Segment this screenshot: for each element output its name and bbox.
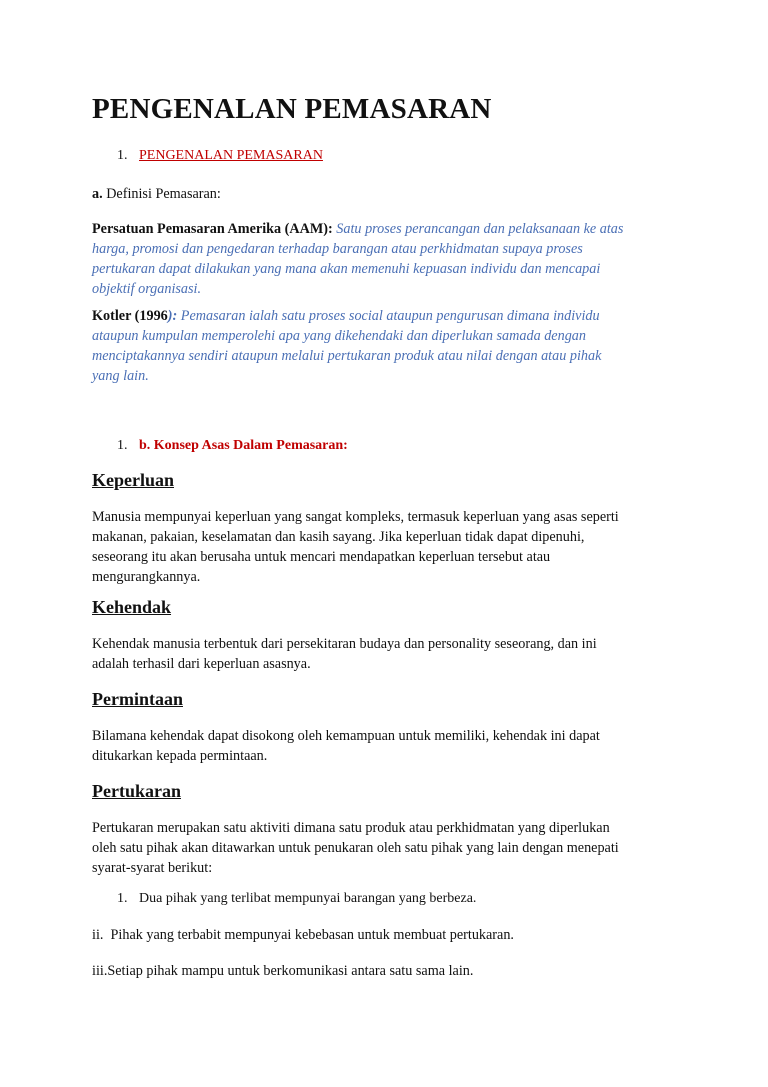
kotler-source-tail: ):: [167, 308, 178, 324]
keperluan-line-4: mengurangkannya.: [92, 569, 201, 585]
keperluan-line-1: Manusia mempunyai keperluan yang sangat kompleks, termasuk keperluan yang asas seperti: [92, 509, 619, 525]
permintaan-line-2: ditukarkan kepada permintaan.: [92, 748, 268, 764]
kotler-source: Kotler (1996: [92, 308, 168, 324]
paragraph-permintaan: [92, 726, 692, 766]
condition-1-number: 1.: [117, 891, 128, 906]
condition-3: iii.Setiap pihak mampu untuk berkomunikasi antara satu sama lain.: [92, 963, 474, 979]
aam-quote-line-2: harga, promosi dan pengedaran terhadap barangan atau perkhidmatan supaya proses: [92, 241, 583, 257]
heading-pertukaran: Pertukaran: [92, 781, 181, 801]
kotler-definition: [92, 306, 692, 386]
keperluan-line-2: makanan, pakaian, keselamatan dan kasih sayang. Jika keperluan tidak dapat dipenuhi,: [92, 529, 585, 545]
kehendak-line-2: adalah terhasil dari keperluan asasnya.: [92, 656, 311, 672]
kotler-quote-line-4: yang lain.: [92, 368, 149, 384]
kotler-quote-line-1: Pemasaran ialah satu proses social ataupun pengurusan dimana individu: [180, 308, 600, 324]
permintaan-line-1: Bilamana kehendak dapat disokong oleh kemampuan untuk memiliki, kehendak ini dapat: [92, 728, 600, 744]
kehendak-line-1: Kehendak manusia terbentuk dari persekitaran budaya dan personality seseorang, dan ini: [92, 636, 597, 652]
kotler-quote-line-2: ataupun kumpulan memperolehi apa yang dikehendaki dan diperlukan samada dengan: [92, 328, 586, 344]
condition-1-text: Dua pihak yang terlibat mempunyai barangan yang berbeza.: [139, 891, 477, 906]
condition-2: ii. Pihak yang terbabit mempunyai kebebasan untuk membuat pertukaran.: [92, 927, 514, 943]
paragraph-kehendak: [92, 634, 692, 674]
pertukaran-line-3: syarat-syarat berikut:: [92, 860, 213, 876]
aam-quote-line-1: Satu proses perancangan dan pelaksanaan ke atas: [336, 221, 624, 237]
section-2-number: 1.: [117, 438, 128, 453]
document-title: PENGENALAN PEMASARAN: [92, 93, 492, 125]
definition-text: Definisi Pemasaran:: [106, 186, 221, 202]
paragraph-keperluan: [92, 507, 692, 587]
heading-kehendak: Kehendak: [92, 597, 172, 617]
definition-prefix: a.: [92, 186, 103, 202]
kotler-quote-line-3: menciptakannya sendiri ataupun melalui pertukaran produk atau nilai dengan atau pihak: [92, 348, 602, 364]
aam-quote-line-4: objektif organisasi.: [92, 281, 202, 297]
keperluan-line-3: seseorang itu akan berusaha untuk mencari mendapatkan keperluan tersebut atau: [92, 549, 551, 565]
heading-keperluan: Keperluan: [92, 470, 175, 490]
condition-1: [117, 890, 476, 908]
section-2-label: b. Konsep Asas Dalam Pemasaran:: [139, 438, 348, 453]
section-2-heading: [117, 437, 348, 455]
section-1-heading: [117, 147, 323, 165]
aam-quote-line-3: pertukaran dapat dilakukan yang mana akan memenuhi kepuasan individu dan mencapai: [92, 261, 601, 277]
pertukaran-line-1: Pertukaran merupakan satu aktiviti dimana satu produk atau perkhidmatan yang diperlukan: [92, 820, 610, 836]
section-1-number: 1.: [117, 148, 128, 163]
aam-source: Persatuan Pemasaran Amerika (AAM):: [92, 221, 333, 237]
section-1-label: PENGENALAN PEMASARAN: [139, 148, 323, 163]
definition-label: [92, 184, 692, 204]
aam-definition: [92, 219, 692, 299]
heading-permintaan: Permintaan: [92, 689, 183, 709]
paragraph-pertukaran: [92, 818, 692, 878]
pertukaran-line-2: oleh satu pihak akan ditawarkan untuk penukaran oleh satu pihak yang lain dengan menepati: [92, 840, 619, 856]
